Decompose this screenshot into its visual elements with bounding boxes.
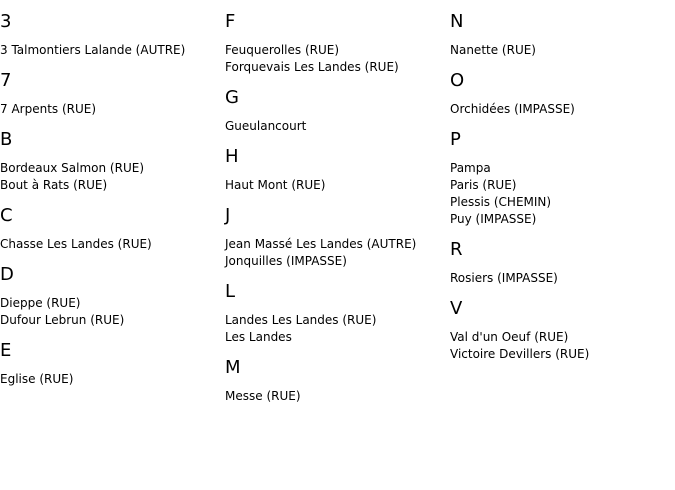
letter-group-g	[225, 87, 450, 135]
street-link[interactable]: Eglise (RUE)	[0, 372, 74, 386]
street-index-column-1	[0, 0, 225, 398]
street-link[interactable]: Jonquilles (IMPASSE)	[225, 254, 347, 268]
letter-heading: J	[225, 205, 231, 226]
street-link[interactable]: Gueulancourt	[225, 119, 307, 133]
street-list	[0, 236, 225, 253]
street-list	[225, 236, 450, 270]
letter-heading: L	[225, 281, 236, 302]
street-list	[0, 295, 225, 329]
letter-heading: R	[450, 239, 463, 260]
letter-group-j	[225, 205, 450, 270]
street-link[interactable]: 7 Arpents (RUE)	[0, 102, 97, 116]
letter-group-p	[450, 129, 675, 228]
street-list	[225, 312, 450, 346]
letter-group-v	[450, 298, 675, 363]
letter-heading: H	[225, 146, 239, 167]
street-link[interactable]: Les Landes	[225, 330, 292, 344]
letter-heading: V	[450, 298, 463, 319]
letter-group-f	[225, 11, 450, 76]
letter-group-o	[450, 70, 675, 118]
street-link[interactable]: Forquevais Les Landes (RUE)	[225, 60, 399, 74]
street-index-column-2	[225, 0, 450, 415]
street-link[interactable]: Victoire Devillers (RUE)	[450, 347, 590, 361]
street-list	[450, 329, 675, 363]
street-link[interactable]: Landes Les Landes (RUE)	[225, 313, 377, 327]
letter-group-m	[225, 357, 450, 405]
letter-heading: P	[450, 129, 461, 150]
letter-heading: N	[450, 11, 464, 32]
street-list	[225, 388, 450, 405]
letter-heading: B	[0, 129, 13, 150]
letter-group-r	[450, 239, 675, 287]
street-link[interactable]: Bordeaux Salmon (RUE)	[0, 161, 144, 175]
letter-group-b	[0, 129, 225, 194]
letter-heading: M	[225, 357, 241, 378]
letter-group-d	[0, 264, 225, 329]
letter-heading: 7	[0, 70, 12, 91]
letter-group-e	[0, 340, 225, 388]
letter-heading: 3	[0, 11, 12, 32]
street-list	[225, 42, 450, 76]
street-list	[0, 371, 225, 388]
street-list	[0, 42, 225, 59]
street-list	[450, 160, 675, 228]
street-list	[225, 118, 450, 135]
street-link[interactable]: Bout à Rats (RUE)	[0, 178, 108, 192]
street-link[interactable]: Val d'un Oeuf (RUE)	[450, 330, 569, 344]
street-list	[450, 270, 675, 287]
letter-heading: G	[225, 87, 239, 108]
street-link[interactable]: Dieppe (RUE)	[0, 296, 81, 310]
street-list	[225, 177, 450, 194]
letter-heading: O	[450, 70, 465, 91]
street-link[interactable]: Messe (RUE)	[225, 389, 301, 403]
street-link[interactable]: Jean Massé Les Landes (AUTRE)	[225, 237, 417, 251]
street-link[interactable]: Paris (RUE)	[450, 178, 517, 192]
street-list	[0, 160, 225, 194]
street-link[interactable]: Rosiers (IMPASSE)	[450, 271, 558, 285]
street-link[interactable]: Feuquerolles (RUE)	[225, 43, 340, 57]
letter-group-h	[225, 146, 450, 194]
letter-heading: C	[0, 205, 13, 226]
letter-group-c	[0, 205, 225, 253]
letter-group-n	[450, 11, 675, 59]
street-list	[450, 42, 675, 59]
letter-group-3	[0, 11, 225, 59]
street-link[interactable]: Chasse Les Landes (RUE)	[0, 237, 152, 251]
street-link[interactable]: Haut Mont (RUE)	[225, 178, 326, 192]
street-link[interactable]: Orchidées (IMPASSE)	[450, 102, 575, 116]
street-index-column-3	[450, 0, 675, 373]
letter-heading: E	[0, 340, 12, 361]
letter-heading: F	[225, 11, 236, 32]
street-link[interactable]: 3 Talmontiers Lalande (AUTRE)	[0, 43, 186, 57]
street-link[interactable]: Dufour Lebrun (RUE)	[0, 313, 125, 327]
letter-group-l	[225, 281, 450, 346]
street-list	[0, 101, 225, 118]
street-link[interactable]: Nanette (RUE)	[450, 43, 536, 57]
letter-group-7	[0, 70, 225, 118]
street-link[interactable]: Plessis (CHEMIN)	[450, 195, 552, 209]
street-link[interactable]: Puy (IMPASSE)	[450, 212, 537, 226]
street-list	[450, 101, 675, 118]
letter-heading: D	[0, 264, 14, 285]
street-link[interactable]: Pampa	[450, 161, 491, 175]
